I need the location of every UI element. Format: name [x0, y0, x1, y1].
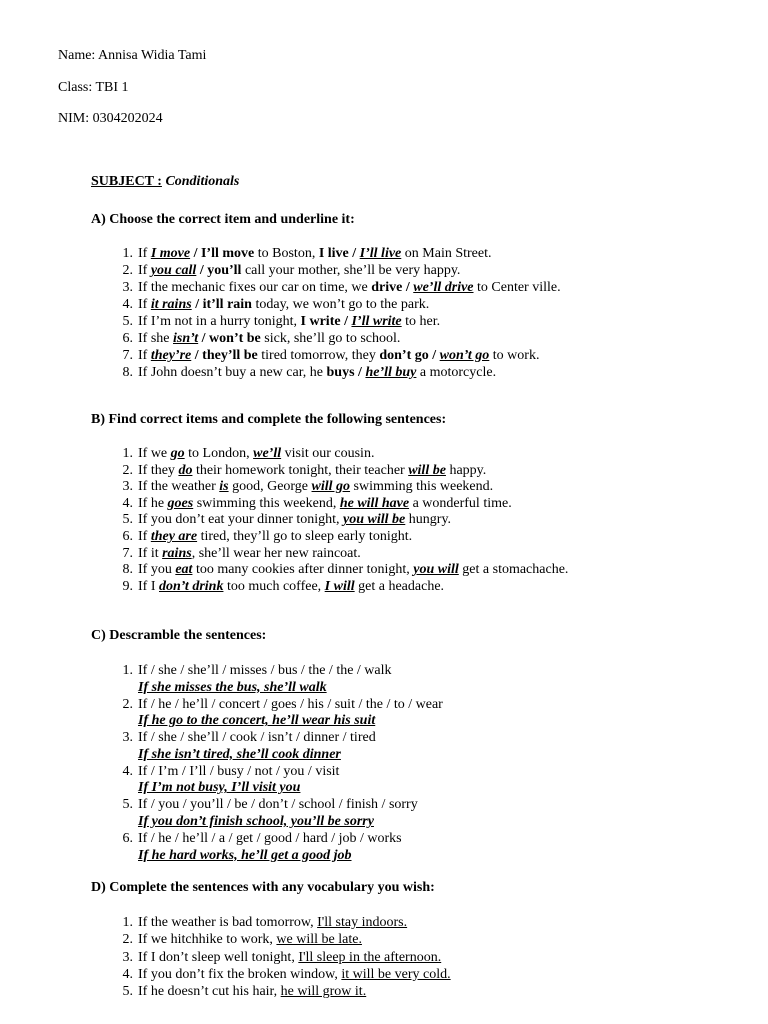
item-number: 8. [122, 562, 133, 578]
item-number: 6. [122, 831, 133, 846]
item-text [138, 562, 568, 578]
sentence-text: If I [138, 578, 159, 594]
sentence-text: today, we won’t go to the park. [251, 297, 430, 312]
item-number: 2. [122, 932, 133, 948]
item-number: 5. [122, 984, 133, 1000]
item-number: 2. [122, 696, 133, 712]
sentence-text: to London, [184, 446, 254, 461]
sentence-text: If they [138, 462, 179, 478]
item-number: 4. [122, 297, 133, 312]
sentence-text: If she [138, 331, 173, 346]
item-number: 1. [122, 663, 133, 678]
answer-text: I'll sleep in the afternoon. [298, 949, 442, 965]
sentence-text: good, George [228, 479, 312, 495]
sentence-text: If [138, 348, 151, 363]
answer-text: I’ll live [359, 246, 402, 261]
answer-text: is [219, 479, 229, 495]
student-nim: NIM: 0304202024 [58, 111, 163, 126]
answer-text: don’t drink [159, 578, 224, 594]
option-text: / won’t be [198, 331, 261, 346]
answer-text: If she misses the bus, she’ll walk [138, 679, 327, 695]
sentence-text: If the weather is bad tomorrow, [138, 915, 318, 930]
item-text [138, 297, 429, 313]
item-number: 6. [122, 331, 133, 346]
answer-text: If you don’t finish school, you’ll be sorry [138, 813, 374, 829]
sentence-text: If you don’t fix the broken window, [138, 966, 342, 982]
answer-text: goes [167, 495, 194, 511]
item-number: 5. [122, 314, 133, 329]
sentence-text: If [138, 246, 151, 261]
answer-text: we’ll [253, 446, 282, 461]
option-text: / you’ll [196, 263, 242, 278]
item-text [138, 479, 493, 495]
item-number: 1. [122, 915, 133, 930]
sentence-text: , she’ll wear her new raincoat. [191, 545, 361, 561]
item-number: 4. [122, 495, 133, 511]
option-text: / it’ll rain [191, 297, 252, 312]
student-name: Name: Annisa Widia Tami [58, 48, 207, 63]
item-number: 2. [122, 263, 133, 278]
sentence-text: If we hitchhike to work, [138, 932, 277, 948]
sentence-text: If [138, 263, 151, 278]
sentence-text: tired, they’ll go to sleep early tonight. [197, 529, 413, 544]
answer-text: do [178, 462, 193, 478]
sentence-text: If [138, 297, 151, 312]
sentence-text: get a headache. [354, 578, 445, 594]
item-number: 9. [122, 578, 133, 594]
item-text [138, 446, 374, 462]
option-text: / I’ll move [190, 246, 255, 261]
answer-text: they’re [150, 348, 192, 363]
item-text [138, 529, 412, 545]
answer-text: I move [150, 246, 191, 261]
item-number: 3. [122, 730, 133, 746]
item-text [138, 967, 451, 983]
section-d-title: D) Complete the sentences with any vocabulary you wish: [91, 880, 435, 895]
sentence-text: visit our cousin. [281, 446, 375, 461]
item-number: 4. [122, 966, 133, 982]
sentence-text: to her. [401, 314, 441, 329]
sentence-text: on Main Street. [401, 246, 492, 261]
answer-text: go [170, 446, 185, 461]
item-number: 5. [122, 797, 133, 813]
item-text [138, 512, 451, 528]
sentence-text: hungry. [405, 512, 452, 528]
item-number: 1. [122, 246, 133, 261]
item-text [138, 579, 444, 595]
answer-text: won’t go [439, 348, 490, 363]
student-class: Class: TBI 1 [58, 80, 129, 95]
item-number: 3. [122, 949, 133, 965]
sentence-text: swimming this weekend. [350, 479, 494, 495]
answer-text: isn’t [173, 331, 199, 346]
item-text [138, 950, 441, 966]
item-number: 2. [122, 462, 133, 478]
sentence-text: a motorcycle. [416, 365, 497, 380]
option-text: I write / [300, 314, 348, 329]
sentence-text: a wonderful time. [409, 495, 512, 511]
scrambled-words: If / he / he’ll / concert / goes / his / suit / the / to / wear [138, 696, 443, 712]
item-text [138, 932, 362, 948]
scrambled-words: If / he / he’ll / a / get / good / hard / job / works [138, 831, 402, 846]
sentence-text: If John doesn’t buy a new car, he [138, 365, 327, 380]
sentence-text: too many cookies after dinner tonight, [192, 562, 414, 578]
sentence-text: to Center ville. [473, 280, 561, 295]
answer-text: we will be late. [276, 932, 362, 948]
sentence-text: If the mechanic fixes our car on time, we [138, 280, 372, 295]
item-text [138, 463, 486, 479]
answer-text: you will [413, 562, 459, 578]
sentence-text: If he doesn’t cut his hair, [138, 984, 281, 1000]
answer-text: rains [162, 545, 192, 561]
sentence-text: swimming this weekend, [193, 495, 340, 511]
answer-text: If I’m not busy, I’ll visit you [138, 780, 301, 796]
subject-line [91, 174, 239, 190]
option-text: don’t go / [379, 348, 437, 363]
answer-text: If he hard works, he’ll get a good job [138, 847, 352, 863]
item-text [138, 915, 407, 931]
answer-text: If he go to the concert, he’ll wear his suit [138, 713, 376, 729]
option-text: / they’ll be [191, 348, 258, 363]
sentence-text: If it [138, 545, 163, 561]
answer-text: it will be very cold. [341, 966, 451, 982]
subject-label: SUBJECT : [91, 174, 162, 189]
answer-text: you call [150, 263, 197, 278]
answer-text: I’ll write [351, 314, 402, 329]
item-number: 5. [122, 512, 133, 528]
sentence-text: their homework tonight, their teacher [192, 462, 409, 478]
section-b-title: B) Find correct items and complete the following sentences: [91, 412, 447, 427]
sentence-text: get a stomachache. [458, 562, 569, 578]
sentence-text: If you don’t eat your dinner tonight, [138, 512, 344, 528]
section-a-title: A) Choose the correct item and underline it: [91, 212, 355, 227]
option-text: I live / [318, 246, 357, 261]
sentence-text: to Boston, [254, 246, 319, 261]
sentence-text: If I don’t sleep well tonight, [138, 949, 299, 965]
item-number: 6. [122, 529, 133, 544]
scrambled-words: If / she / she’ll / misses / bus / the / the / walk [138, 663, 392, 678]
item-number: 7. [122, 545, 133, 561]
option-text: buys / [326, 365, 362, 380]
scrambled-words: If / you / you’ll / be / don’t / school / finish / sorry [138, 797, 418, 813]
answer-text: I will [324, 578, 355, 594]
sentence-text: If we [138, 446, 171, 461]
answer-text: they are [150, 529, 198, 544]
sentence-text: too much coffee, [223, 578, 325, 594]
answer-text: we’ll drive [413, 280, 474, 295]
item-text [138, 496, 512, 512]
sentence-text: If the weather [138, 479, 220, 495]
answer-text: he’ll buy [365, 365, 417, 380]
item-text [138, 331, 400, 347]
sentence-text: to work. [489, 348, 540, 363]
subject-value: Conditionals [165, 174, 240, 189]
section-c-title: C) Descramble the sentences: [91, 628, 267, 643]
item-number: 7. [122, 348, 133, 363]
answer-text: eat [175, 562, 193, 578]
item-text [138, 546, 361, 562]
item-text [138, 984, 366, 1000]
sentence-text: call your mother, she’ll be very happy. [241, 263, 461, 278]
item-text [138, 314, 440, 330]
answer-text: will be [408, 462, 446, 478]
item-number: 1. [122, 446, 133, 461]
item-text [138, 280, 561, 296]
item-text [138, 348, 539, 364]
scrambled-words: If / I’m / I’ll / busy / not / you / visit [138, 763, 340, 779]
answer-text: he will have [339, 495, 410, 511]
item-number: 3. [122, 280, 133, 295]
sentence-text: If you [138, 562, 176, 578]
sentence-text: happy. [445, 462, 487, 478]
option-text: drive / [371, 280, 410, 295]
item-text [138, 246, 492, 262]
item-number: 4. [122, 763, 133, 779]
item-number: 8. [122, 365, 133, 380]
sentence-text: sick, she’ll go to school. [260, 331, 401, 346]
scrambled-words: If / she / she’ll / cook / isn’t / dinner / tired [138, 730, 376, 746]
answer-text: will go [311, 479, 351, 495]
item-number: 3. [122, 479, 133, 495]
answer-text: he will grow it. [280, 984, 367, 1000]
item-text [138, 263, 460, 279]
answer-text: I'll stay indoors. [317, 915, 408, 930]
sentence-text: If [138, 529, 151, 544]
sentence-text: If I’m not in a hurry tonight, [138, 314, 301, 329]
item-text [138, 365, 496, 381]
answer-text: it rains [150, 297, 192, 312]
answer-text: you will be [343, 512, 406, 528]
answer-text: If she isn’t tired, she’ll cook dinner [138, 746, 341, 762]
sentence-text: tired tomorrow, they [257, 348, 380, 363]
sentence-text: If he [138, 495, 168, 511]
